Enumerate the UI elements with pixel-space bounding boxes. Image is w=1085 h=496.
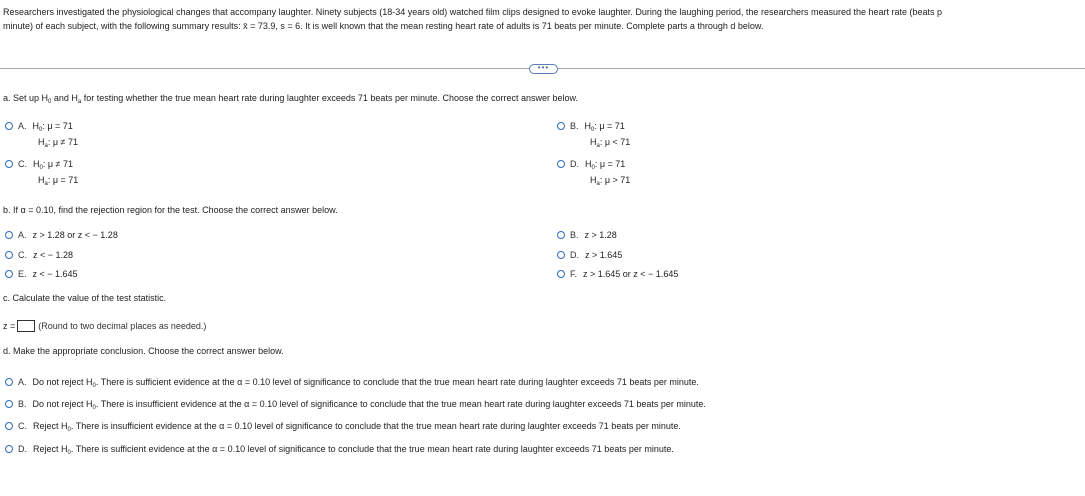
radio-button[interactable] <box>5 445 13 453</box>
part-b-option-f[interactable]: F. z > 1.645 or z < − 1.645 <box>557 269 678 279</box>
part-b-option-b[interactable]: B. z > 1.28 <box>557 230 617 240</box>
rounding-hint: (Round to two decimal places as needed.) <box>38 321 207 331</box>
radio-button[interactable] <box>557 251 565 259</box>
radio-button[interactable] <box>5 251 13 259</box>
part-a-option-d[interactable]: D. $H_0$: μ = 71 $H_a$: μ > 71 <box>557 156 630 188</box>
question-intro <box>3 5 942 33</box>
radio-button[interactable] <box>5 160 13 168</box>
z-label: z = <box>3 321 16 331</box>
radio-button[interactable] <box>557 270 565 278</box>
part-d-prompt: d. Make the appropriate conclusion. Choose the correct answer below. <box>3 346 284 356</box>
radio-button[interactable] <box>557 122 565 130</box>
radio-button[interactable] <box>5 400 13 408</box>
intro-line-1: Researchers investigated the physiological changes that accompany laughter. Ninety subjects (18-34 years old) watched film clips designed to evoke laughter. During the laughing period, the researchers measured the heart rate (beats p <box>3 7 943 17</box>
part-d-option-b[interactable]: B. Do not reject $H_0$. There is insufficient evidence at the α = 0.10 level of significance to conclude that the true mean heart rate during laughter exceeds 71 beats per minute. <box>5 399 706 409</box>
radio-button[interactable] <box>5 270 13 278</box>
part-d-option-d[interactable]: D. Reject $H_0$. There is sufficient evidence at the α = 0.10 level of significance to conclude that the true mean heart rate during laughter exceeds 71 beats per minute. <box>5 444 674 454</box>
part-c-answer-row <box>3 320 206 332</box>
part-a-prompt: a. Set up $H_0$ and $H_a$ for testing whether the true mean heart rate during laughter exceeds 71 beats per minute. Choose the correct answer below. <box>3 93 579 105</box>
part-a-option-c[interactable]: C. $H_0$: μ ≠ 71 $H_a$: μ = 71 <box>5 156 78 188</box>
part-b-option-d[interactable]: D. z > 1.645 <box>557 250 622 260</box>
z-answer-input[interactable] <box>17 320 35 332</box>
radio-button[interactable] <box>557 160 565 168</box>
radio-button[interactable] <box>5 231 13 239</box>
part-d-option-c[interactable]: C. Reject $H_0$. There is insufficient evidence at the α = 0.10 level of significance to conclude that the true mean heart rate during laughter exceeds 71 beats per minute. <box>5 421 681 431</box>
radio-button[interactable] <box>5 122 13 130</box>
part-b-prompt: b. If α = 0.10, find the rejection region for the test. Choose the correct answer below. <box>3 205 338 215</box>
part-a-option-b[interactable]: B. $H_0$: μ = 71 $H_a$: μ < 71 <box>557 118 630 150</box>
part-b-option-e[interactable]: E. z < − 1.645 <box>5 269 78 279</box>
part-a-option-a[interactable]: A. $H_0$: μ = 71 $H_a$: μ ≠ 71 <box>5 118 78 150</box>
intro-line-2: minute) of each subject, with the following summary results: x̄ = 73.9, s = 6. It is well known that the mean resting heart rate of adults is 71 beats per minute. Complete parts a through d below. <box>3 21 764 31</box>
part-b-option-c[interactable]: C. z < − 1.28 <box>5 250 73 260</box>
radio-button[interactable] <box>5 422 13 430</box>
radio-button[interactable] <box>557 231 565 239</box>
part-d-option-a[interactable]: A. Do not reject $H_0$. There is sufficient evidence at the α = 0.10 level of significance to conclude that the true mean heart rate during laughter exceeds 71 beats per minute. <box>5 377 699 387</box>
part-b-option-a[interactable]: A. z > 1.28 or z < − 1.28 <box>5 230 118 240</box>
part-c-prompt: c. Calculate the value of the test statistic. <box>3 293 167 303</box>
expand-more-button[interactable]: ••• <box>529 64 558 74</box>
radio-button[interactable] <box>5 378 13 386</box>
